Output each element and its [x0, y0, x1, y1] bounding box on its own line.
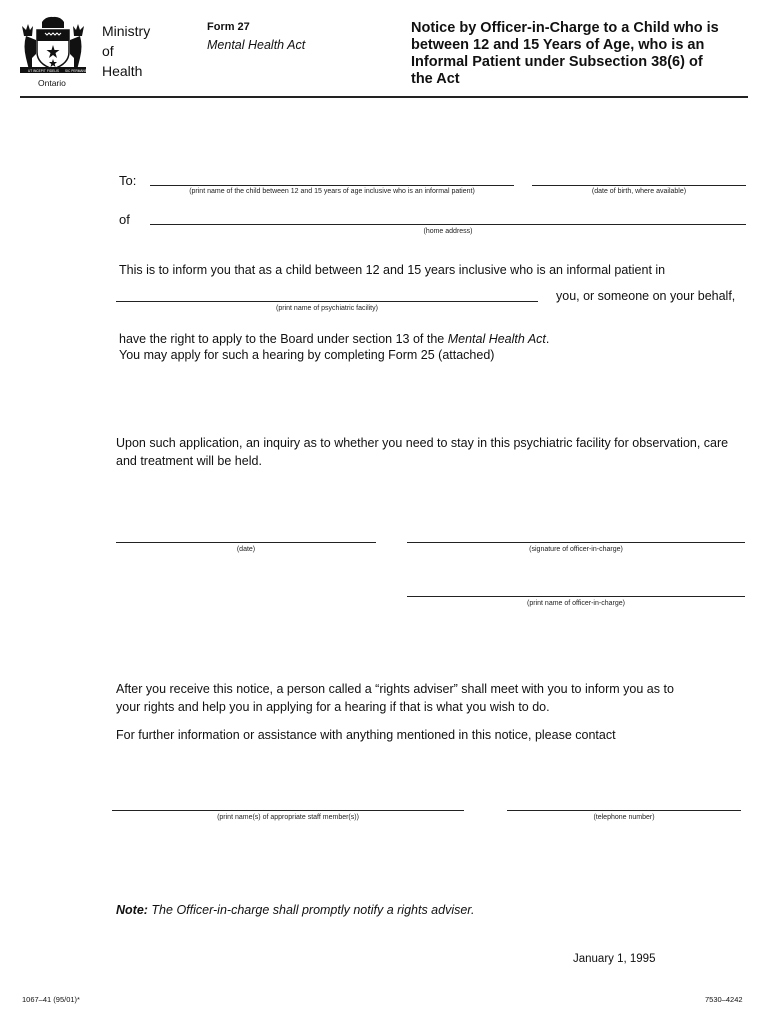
date-caption: (date)	[236, 546, 256, 553]
note-label: Note:	[116, 903, 148, 917]
home-address-field[interactable]	[150, 224, 746, 225]
form-title	[411, 20, 719, 88]
signature-field[interactable]	[407, 542, 745, 543]
title-line-2: between 12 and 15 Years of Age, who is an	[411, 37, 705, 53]
rights-adviser-text	[116, 680, 756, 716]
header-divider	[20, 96, 748, 98]
inquiry-text	[116, 434, 756, 470]
telephone-caption: (telephone number)	[593, 814, 655, 821]
effective-date: January 1, 1995	[573, 953, 656, 965]
adviser-line-2: your rights and help you in applying for a hearing if that is what you wish to do.	[116, 700, 550, 714]
act-name: Mental Health Act	[207, 38, 306, 52]
title-line-3: Informal Patient under Subsection 38(6) of	[411, 54, 703, 70]
right-prefix: have the right to apply to the Board under section 13 of the	[119, 332, 448, 346]
motto-center: FIDELIS	[47, 68, 60, 73]
form-code-left: 1067–41 (95/01)*	[22, 995, 80, 1004]
right-suffix: .	[545, 332, 550, 346]
psychiatric-facility-caption: (print name of psychiatric facility)	[276, 305, 378, 312]
motto-right: SIC PERMANET	[65, 68, 89, 73]
officer-name-caption: (print name of officer-in-charge)	[527, 600, 625, 607]
psychiatric-facility-field[interactable]	[116, 301, 538, 302]
staff-name-field[interactable]	[112, 810, 464, 811]
contact-text: For further information or assistance with anything mentioned in this notice, please contact	[116, 728, 616, 742]
ministry-line-2: of	[102, 43, 114, 59]
home-address-caption: (home address)	[423, 228, 473, 235]
date-field[interactable]	[116, 542, 376, 543]
date-of-birth-caption: (date of birth, where available)	[591, 188, 687, 195]
of-label: of	[119, 212, 130, 227]
staff-name-caption: (print name(s) of appropriate staff member(s))	[217, 814, 359, 821]
note-body: The Officer-in-charge shall promptly notify a rights adviser.	[147, 903, 475, 917]
behalf-text: you, or someone on your behalf,	[556, 289, 736, 303]
note-text	[116, 901, 474, 919]
adviser-line-1: After you receive this notice, a person called a “rights adviser” shall meet with you to inform you as to	[116, 682, 674, 696]
ontario-coat-of-arms-icon	[20, 14, 89, 76]
province-label: Ontario	[38, 78, 66, 88]
title-line-1: Notice by Officer-in-Charge to a Child who is	[411, 20, 719, 36]
child-name-caption: (print name of the child between 12 and 15 years of age inclusive who is an informal patient)	[189, 188, 475, 195]
inform-text: This is to inform you that as a child between 12 and 15 years inclusive who is an informal patient in	[119, 263, 666, 277]
telephone-field[interactable]	[507, 810, 741, 811]
right-act-name: Mental Health Act	[447, 332, 546, 346]
signature-caption: (signature of officer-in-charge)	[529, 546, 623, 553]
to-label: To:	[119, 173, 137, 188]
child-name-field[interactable]	[150, 185, 514, 186]
motto-left: UT INCEPIT	[28, 68, 46, 73]
form-code-right: 7530–4242	[705, 995, 743, 1004]
ministry-line-3: Health	[102, 63, 143, 79]
title-line-4: the Act	[411, 71, 460, 87]
date-of-birth-field[interactable]	[532, 185, 746, 186]
hearing-text: You may apply for such a hearing by completing Form 25 (attached)	[119, 348, 495, 362]
form-number: Form 27	[207, 21, 250, 33]
inquiry-line-2: and treatment will be held.	[116, 454, 262, 468]
ministry-name	[102, 21, 150, 81]
officer-name-field[interactable]	[407, 596, 745, 597]
inquiry-line-1: Upon such application, an inquiry as to whether you need to stay in this psychiatric facility for observation, care	[116, 436, 729, 450]
ministry-line-1: Ministry	[102, 23, 151, 39]
